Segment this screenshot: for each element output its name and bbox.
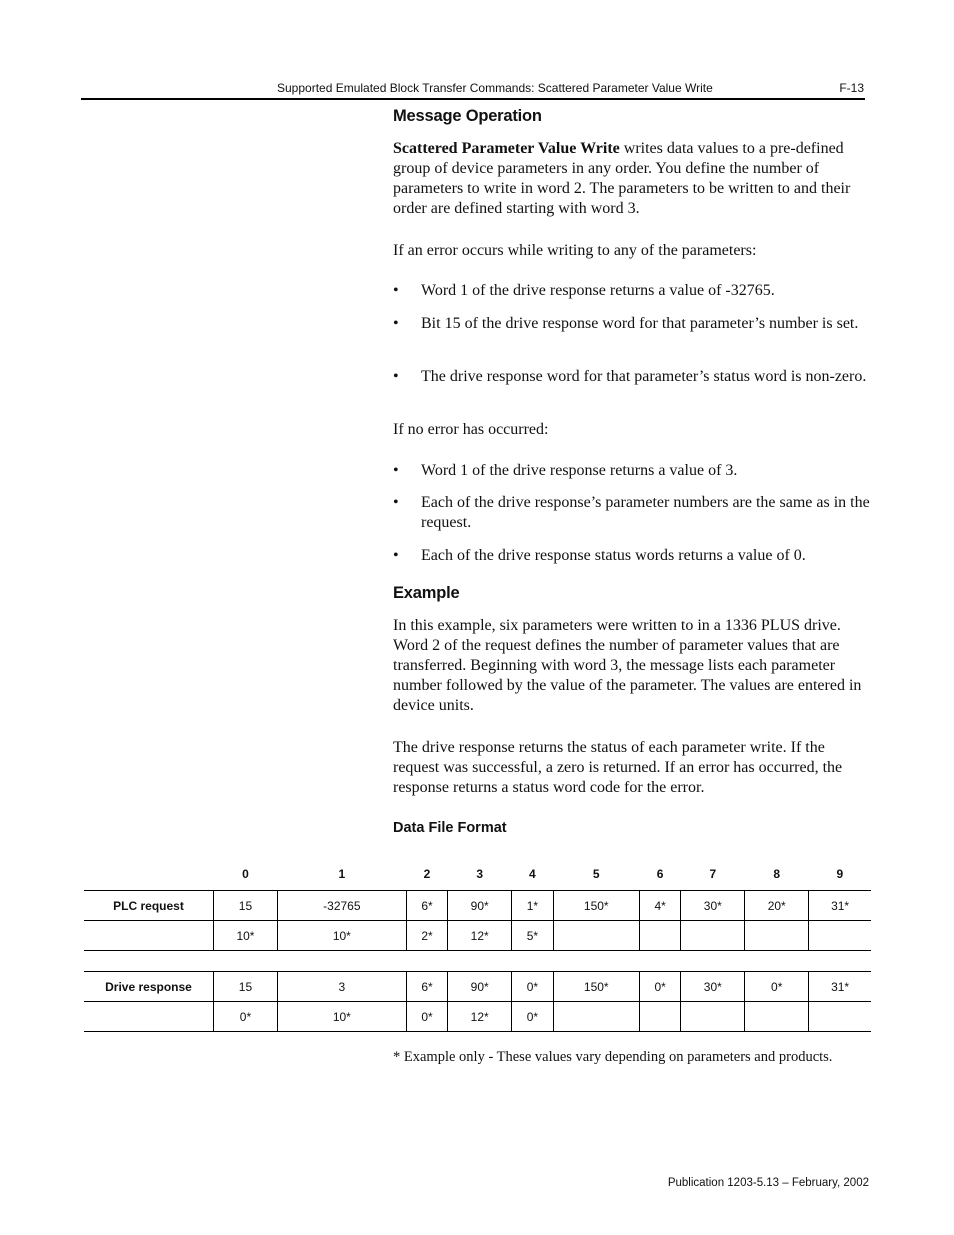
bullet-icon: • — [393, 368, 399, 385]
column-header: 2 — [423, 867, 431, 881]
example-paragraph-1: In this example, six parameters were written to in a 1336 PLUS drive. Word 2 of the request defines the number of parameter values that are transferred. Beginning with word 3, the message lists each parameter number followed by the value of the parameter. The values are entered in device units. — [393, 617, 862, 714]
table-cell: 150* — [553, 972, 639, 1002]
list-item-text: Word 1 of the drive response returns a value of 3. — [421, 462, 738, 479]
table-cell — [553, 921, 639, 951]
table-corner — [84, 858, 214, 891]
table-row — [84, 1002, 871, 1032]
table-cell: 6* — [406, 972, 447, 1002]
table-cell: 15 — [214, 972, 278, 1002]
bullet-icon: • — [393, 282, 399, 299]
table-cell: 150* — [553, 891, 639, 921]
list-item-text: The drive response word for that parameter’s status word is non-zero. — [421, 368, 867, 385]
data-file-table — [84, 858, 871, 1032]
table-header-row — [84, 858, 871, 891]
table-row — [84, 891, 871, 921]
heading-data-file-format: Data File Format — [393, 820, 507, 836]
table-cell: 10* — [214, 921, 278, 951]
table-cell — [809, 1002, 871, 1032]
row-label-drive-response: Drive response — [84, 972, 214, 1002]
table-cell: 0* — [745, 972, 809, 1002]
list-item-text: Bit 15 of the drive response word for that parameter’s number is set. — [421, 315, 859, 332]
table-cell — [639, 921, 680, 951]
table-cell: 10* — [277, 921, 406, 951]
table-cell: 0* — [214, 1002, 278, 1032]
table-cell — [553, 1002, 639, 1032]
table-cell: 0* — [512, 972, 553, 1002]
heading-example: Example — [393, 584, 460, 602]
table-cell: 20* — [745, 891, 809, 921]
column-header: 9 — [836, 867, 844, 881]
row-label-empty — [84, 921, 214, 951]
table-cell: 90* — [448, 891, 512, 921]
table-cell: 5* — [512, 921, 553, 951]
table-cell: 30* — [681, 891, 745, 921]
table-cell — [681, 1002, 745, 1032]
bullet-icon: • — [393, 494, 399, 511]
table-cell — [681, 921, 745, 951]
intro-text: writes data values to a pre-defined group of device parameters in any order. You define the number of parameters to write in word 2. The parameters to be written to and their order are defined starting with word 3. — [393, 140, 851, 217]
example-paragraph-2: The drive response returns the status of each parameter write. If the request was successful, a zero is returned. If an error has occurred, the response returns a status word code for the error. — [393, 739, 843, 796]
table-cell: 31* — [809, 891, 871, 921]
column-header: 6 — [656, 867, 664, 881]
list-item-text: Each of the drive response status words returns a value of 0. — [421, 547, 806, 564]
table-cell: 31* — [809, 972, 871, 1002]
table-cell: 2* — [406, 921, 447, 951]
table-cell: 12* — [448, 921, 512, 951]
bullet-icon: • — [393, 462, 399, 479]
table-row — [84, 972, 871, 1002]
intro-bold-term: Scattered Parameter Value Write — [393, 140, 620, 157]
table-cell: 6* — [406, 891, 447, 921]
column-header: 0 — [242, 867, 249, 881]
table-cell: 3 — [277, 972, 406, 1002]
column-header: 3 — [476, 867, 484, 881]
table-cell: 0* — [406, 1002, 447, 1032]
header-rule — [81, 98, 865, 100]
table-cell: 4* — [639, 891, 680, 921]
running-header-title: Supported Emulated Block Transfer Commands: Scattered Parameter Value Write — [277, 81, 713, 95]
table-footnote: * Example only - These values vary depending on parameters and products. — [393, 1049, 833, 1065]
page-number: F-13 — [839, 81, 864, 95]
table-cell: 0* — [512, 1002, 553, 1032]
bullet-icon: • — [393, 315, 399, 332]
table-cell: 10* — [277, 1002, 406, 1032]
row-label-plc-request: PLC request — [84, 891, 214, 921]
table-cell: -32765 — [277, 891, 406, 921]
column-header: 1 — [338, 867, 346, 881]
column-header: 8 — [773, 867, 781, 881]
table-cell — [639, 1002, 680, 1032]
table-cell — [809, 921, 871, 951]
table-cell: 12* — [448, 1002, 512, 1032]
table-spacer-row — [84, 951, 871, 972]
column-header: 7 — [709, 867, 717, 881]
table-row — [84, 921, 871, 951]
bullet-icon: • — [393, 547, 399, 564]
table-cell: 1* — [512, 891, 553, 921]
list-item-text: Word 1 of the drive response returns a value of -32765. — [421, 282, 775, 299]
row-label-empty — [84, 1002, 214, 1032]
table-cell: 30* — [681, 972, 745, 1002]
error-intro: If an error occurs while writing to any of the parameters: — [393, 242, 757, 259]
column-header: 4 — [529, 867, 536, 881]
intro-paragraph — [393, 139, 871, 219]
heading-message-operation: Message Operation — [393, 107, 542, 125]
column-header: 5 — [592, 867, 600, 881]
table-cell: 90* — [448, 972, 512, 1002]
list-item-text: Each of the drive response’s parameter numbers are the same as in the request. — [421, 494, 870, 531]
table-cell: 0* — [639, 972, 680, 1002]
publication-footer: Publication 1203-5.13 – February, 2002 — [667, 1177, 869, 1189]
table-cell — [745, 1002, 809, 1032]
ok-intro: If no error has occurred: — [393, 421, 549, 438]
table-cell — [745, 921, 809, 951]
table-cell: 15 — [214, 891, 278, 921]
